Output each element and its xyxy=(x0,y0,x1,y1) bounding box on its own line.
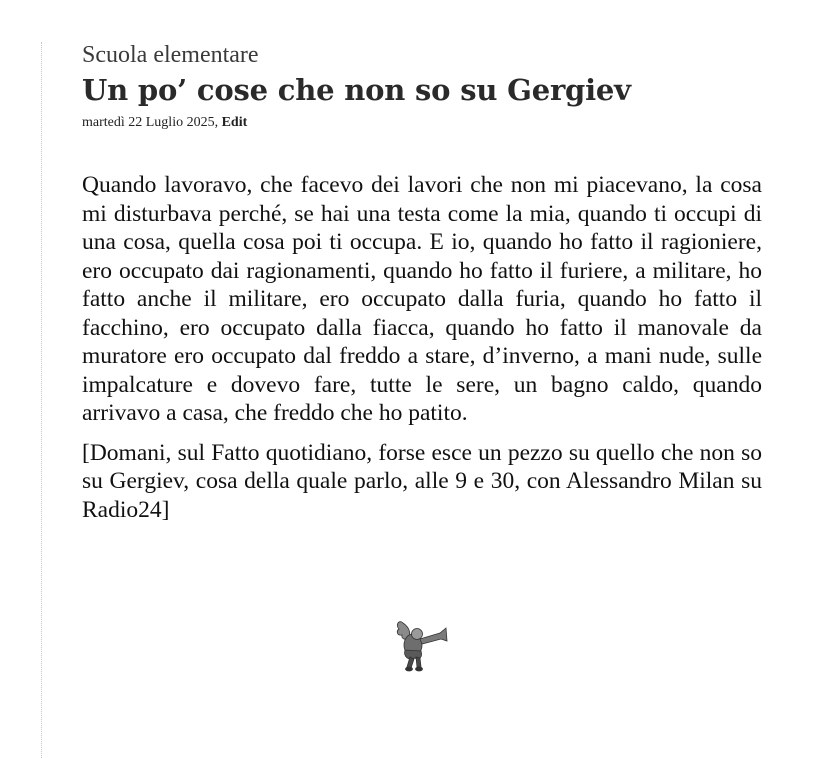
post-paragraph: [Domani, sul Fatto quotidiano, forse esce un pezzo su quello che non so su Gergiev, cosa della quale parlo, alle 9 e 30, con Alessandro Milan su Radio24] xyxy=(82,439,762,523)
left-dotted-rule xyxy=(41,42,42,758)
post-category: Scuola elementare xyxy=(82,42,259,68)
post-body xyxy=(82,171,762,524)
post-title: Un po’ cose che non so su Gergiev xyxy=(82,73,631,107)
post-paragraph: Quando lavoravo, che facevo dei lavori che non mi piacevano, la cosa mi disturbava perché, se hai una testa come la mia, quando ti occupi di una cosa, quella cosa poi ti occupa. E io, quando ho fatto il ragioniere, ero occupato dai ragionamenti, quando ho fatto il furiere, a militare, ho fatto anche il militare, ero occupato dalla furia, quando ho fatto il facchino, ero occupato dalla fiacca, quando ho fatto il manovale da muratore ero occupato dal freddo a stare, d’inverno, a mani nude, sulle impalcature e dovevo fare, tutte le sere, un bagno caldo, quando arrivavo a casa, che freddo che ho patito. xyxy=(82,172,762,426)
post xyxy=(82,40,762,535)
post-date: martedì 22 Luglio 2025, xyxy=(82,115,222,130)
angel-trumpet-ornament-icon xyxy=(393,617,449,675)
post-meta xyxy=(82,114,762,132)
edit-link[interactable]: Edit xyxy=(221,115,248,130)
